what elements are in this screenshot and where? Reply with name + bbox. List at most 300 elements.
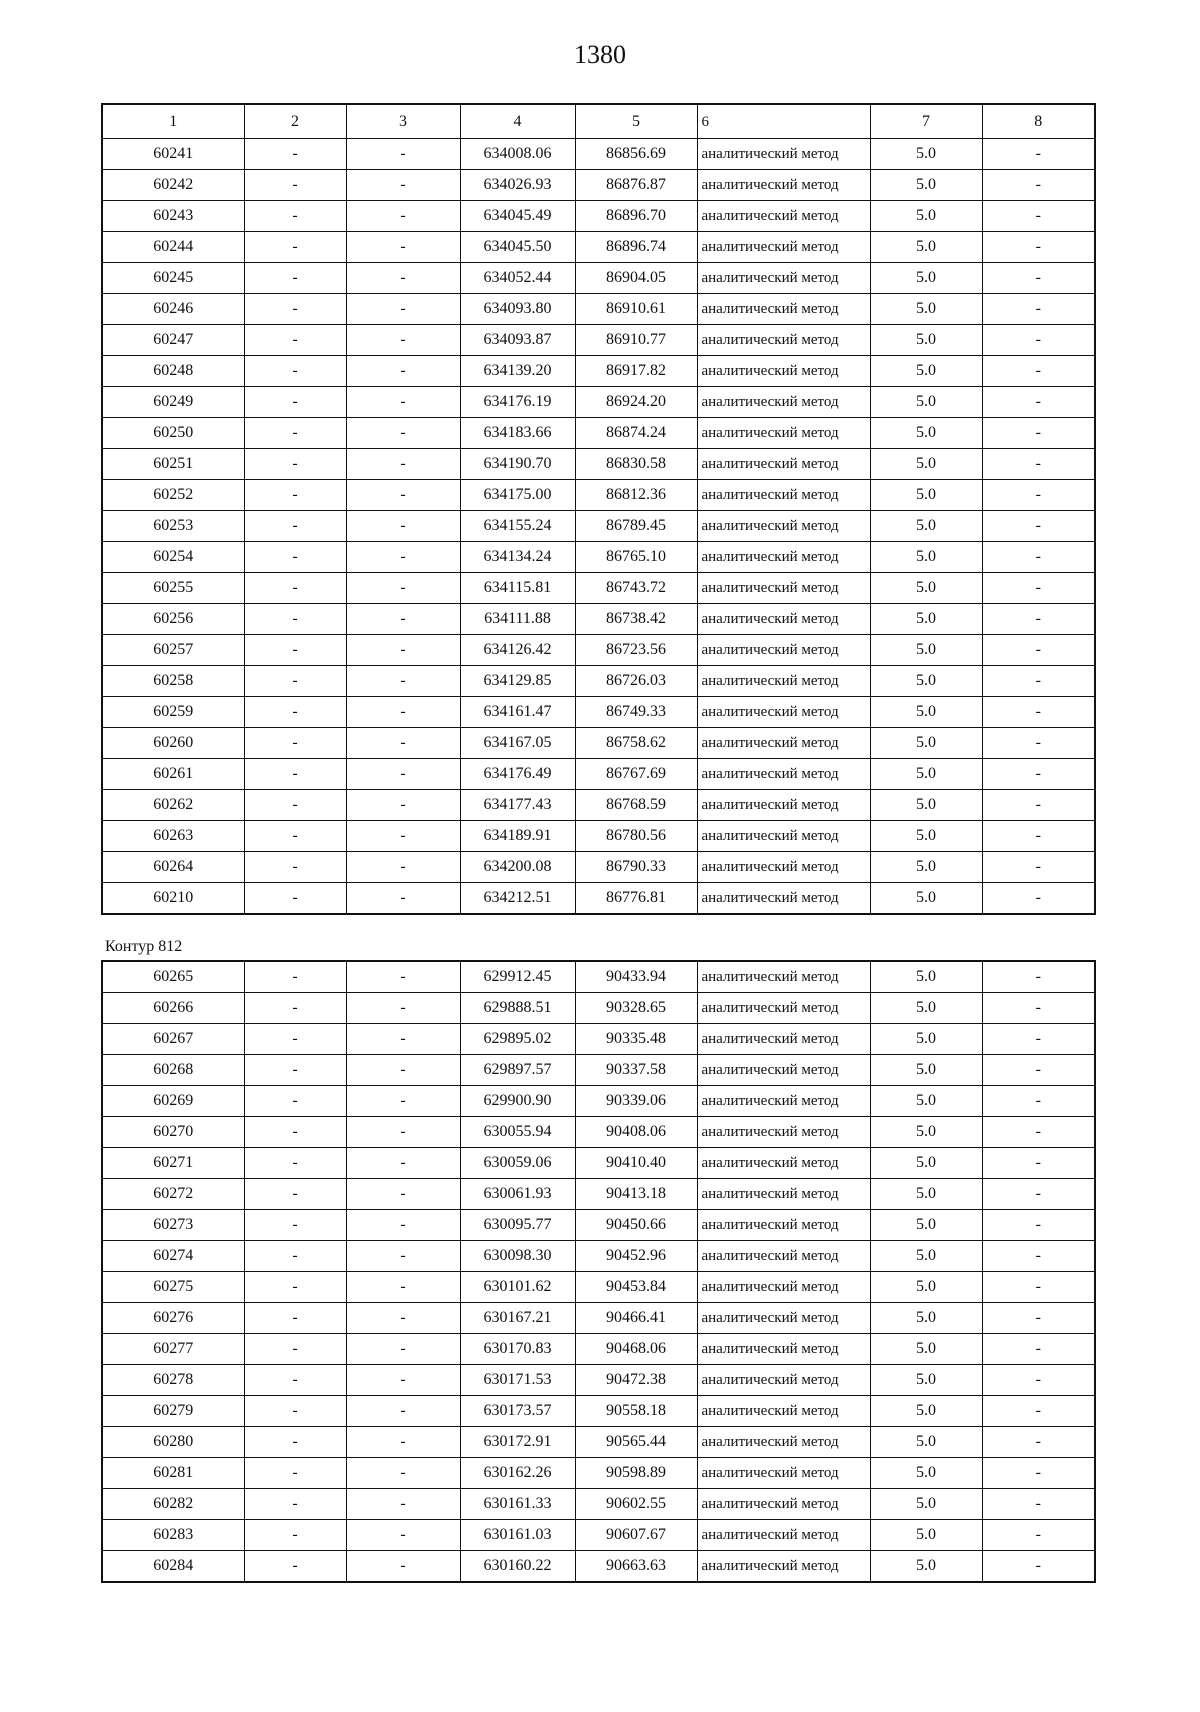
cell-col-8: - <box>982 1520 1095 1551</box>
cell-col-6: аналитический метод <box>697 1210 870 1241</box>
cell-col-2: - <box>244 1334 346 1365</box>
cell-col-3: - <box>346 1148 460 1179</box>
cell-col-8: - <box>982 1303 1095 1334</box>
table-row <box>102 480 1095 511</box>
table-row <box>102 294 1095 325</box>
cell-col-5: 86896.74 <box>575 232 697 263</box>
cell-col-6: аналитический метод <box>697 480 870 511</box>
cell-col-6: аналитический метод <box>697 449 870 480</box>
cell-col-8: - <box>982 1117 1095 1148</box>
cell-col-2: - <box>244 1458 346 1489</box>
cell-col-2: - <box>244 325 346 356</box>
cell-col-3: - <box>346 1241 460 1272</box>
cell-col-2: - <box>244 1179 346 1210</box>
cell-col-2: - <box>244 993 346 1024</box>
cell-col-8: - <box>982 1396 1095 1427</box>
cell-col-5: 86723.56 <box>575 635 697 666</box>
cell-col-5: 86758.62 <box>575 728 697 759</box>
cell-col-2: - <box>244 542 346 573</box>
cell-col-7: 7 <box>870 104 982 139</box>
cell-col-3: - <box>346 821 460 852</box>
cell-col-6: аналитический метод <box>697 1024 870 1055</box>
coordinates-table-2 <box>101 960 1096 1583</box>
cell-col-1: 60282 <box>102 1489 244 1520</box>
cell-col-5: 86790.33 <box>575 852 697 883</box>
cell-col-6: аналитический метод <box>697 993 870 1024</box>
cell-col-6: аналитический метод <box>697 1551 870 1583</box>
cell-col-7: 5.0 <box>870 1396 982 1427</box>
cell-col-6: аналитический метод <box>697 418 870 449</box>
cell-col-8: - <box>982 993 1095 1024</box>
cell-col-7: 5.0 <box>870 1489 982 1520</box>
cell-col-3: - <box>346 993 460 1024</box>
cell-col-8: - <box>982 1024 1095 1055</box>
cell-col-6: аналитический метод <box>697 387 870 418</box>
cell-col-4: 630171.53 <box>460 1365 575 1396</box>
cell-col-8: - <box>982 1365 1095 1396</box>
cell-col-3: - <box>346 604 460 635</box>
cell-col-1: 60270 <box>102 1117 244 1148</box>
cell-col-4: 634189.91 <box>460 821 575 852</box>
cell-col-6: аналитический метод <box>697 1303 870 1334</box>
cell-col-5: 90598.89 <box>575 1458 697 1489</box>
cell-col-7: 5.0 <box>870 480 982 511</box>
cell-col-1: 60251 <box>102 449 244 480</box>
table-row <box>102 511 1095 542</box>
cell-col-5: 86768.59 <box>575 790 697 821</box>
cell-col-2: - <box>244 449 346 480</box>
cell-col-2: - <box>244 961 346 993</box>
cell-col-8: - <box>982 1241 1095 1272</box>
cell-col-4: 630161.03 <box>460 1520 575 1551</box>
cell-col-2: - <box>244 1055 346 1086</box>
cell-col-3: - <box>346 728 460 759</box>
cell-col-1: 60250 <box>102 418 244 449</box>
cell-col-4: 629912.45 <box>460 961 575 993</box>
cell-col-1: 60245 <box>102 263 244 294</box>
cell-col-4: 630098.30 <box>460 1241 575 1272</box>
cell-col-8: - <box>982 1489 1095 1520</box>
cell-col-3: - <box>346 1489 460 1520</box>
cell-col-2: - <box>244 1303 346 1334</box>
cell-col-5: 90472.38 <box>575 1365 697 1396</box>
cell-col-8: - <box>982 232 1095 263</box>
cell-col-3: - <box>346 883 460 915</box>
cell-col-5: 90410.40 <box>575 1148 697 1179</box>
cell-col-5: 86896.70 <box>575 201 697 232</box>
cell-col-3: - <box>346 170 460 201</box>
cell-col-1: 60253 <box>102 511 244 542</box>
cell-col-2: - <box>244 1117 346 1148</box>
cell-col-7: 5.0 <box>870 1024 982 1055</box>
cell-col-1: 60241 <box>102 139 244 170</box>
cell-col-2: - <box>244 232 346 263</box>
cell-col-7: 5.0 <box>870 232 982 263</box>
cell-col-6: аналитический метод <box>697 666 870 697</box>
cell-col-2: - <box>244 356 346 387</box>
cell-col-3: - <box>346 294 460 325</box>
cell-col-4: 629900.90 <box>460 1086 575 1117</box>
cell-col-2: - <box>244 170 346 201</box>
cell-col-6: аналитический метод <box>697 728 870 759</box>
cell-col-6: аналитический метод <box>697 1334 870 1365</box>
table-row <box>102 759 1095 790</box>
cell-col-6: аналитический метод <box>697 232 870 263</box>
cell-col-2: - <box>244 387 346 418</box>
table-row <box>102 573 1095 604</box>
cell-col-7: 5.0 <box>870 263 982 294</box>
cell-col-8: - <box>982 1148 1095 1179</box>
cell-col-7: 5.0 <box>870 1303 982 1334</box>
cell-col-8: - <box>982 852 1095 883</box>
cell-col-1: 60263 <box>102 821 244 852</box>
cell-col-8: - <box>982 294 1095 325</box>
cell-col-4: 634111.88 <box>460 604 575 635</box>
cell-col-4: 634175.00 <box>460 480 575 511</box>
table-header-row <box>102 104 1095 139</box>
cell-col-1: 60260 <box>102 728 244 759</box>
cell-col-8: - <box>982 961 1095 993</box>
table-row <box>102 1086 1095 1117</box>
cell-col-4: 634212.51 <box>460 883 575 915</box>
cell-col-4: 634008.06 <box>460 139 575 170</box>
cell-col-3: - <box>346 139 460 170</box>
cell-col-2: - <box>244 1520 346 1551</box>
cell-col-5: 90468.06 <box>575 1334 697 1365</box>
cell-col-5: 86917.82 <box>575 356 697 387</box>
cell-col-3: - <box>346 418 460 449</box>
cell-col-1: 60264 <box>102 852 244 883</box>
cell-col-1: 60276 <box>102 1303 244 1334</box>
cell-col-4: 634139.20 <box>460 356 575 387</box>
cell-col-5: 86789.45 <box>575 511 697 542</box>
table-row <box>102 418 1095 449</box>
cell-col-1: 60259 <box>102 697 244 728</box>
cell-col-6: аналитический метод <box>697 821 870 852</box>
cell-col-3: - <box>346 1210 460 1241</box>
cell-col-4: 634200.08 <box>460 852 575 883</box>
cell-col-4: 634155.24 <box>460 511 575 542</box>
cell-col-6: аналитический метод <box>697 604 870 635</box>
cell-col-7: 5.0 <box>870 201 982 232</box>
cell-col-5: 90433.94 <box>575 961 697 993</box>
table-row <box>102 1365 1095 1396</box>
cell-col-5: 90413.18 <box>575 1179 697 1210</box>
table-row <box>102 263 1095 294</box>
cell-col-5: 90328.65 <box>575 993 697 1024</box>
cell-col-5: 90565.44 <box>575 1427 697 1458</box>
cell-col-8: - <box>982 1179 1095 1210</box>
cell-col-5: 90453.84 <box>575 1272 697 1303</box>
cell-col-4: 630101.62 <box>460 1272 575 1303</box>
table-row <box>102 1148 1095 1179</box>
cell-col-4: 634177.43 <box>460 790 575 821</box>
cell-col-7: 5.0 <box>870 1551 982 1583</box>
table-row <box>102 1024 1095 1055</box>
cell-col-7: 5.0 <box>870 325 982 356</box>
cell-col-5: 90335.48 <box>575 1024 697 1055</box>
cell-col-7: 5.0 <box>870 1148 982 1179</box>
cell-col-4: 634176.49 <box>460 759 575 790</box>
cell-col-4: 634183.66 <box>460 418 575 449</box>
cell-col-5: 86749.33 <box>575 697 697 728</box>
cell-col-5: 86743.72 <box>575 573 697 604</box>
cell-col-7: 5.0 <box>870 1365 982 1396</box>
cell-col-2: - <box>244 201 346 232</box>
cell-col-6: аналитический метод <box>697 511 870 542</box>
cell-col-4: 634176.19 <box>460 387 575 418</box>
table-row <box>102 1551 1095 1583</box>
cell-col-2: - <box>244 294 346 325</box>
cell-col-1: 60255 <box>102 573 244 604</box>
cell-col-1: 60269 <box>102 1086 244 1117</box>
cell-col-7: 5.0 <box>870 139 982 170</box>
table-row <box>102 666 1095 697</box>
table-row <box>102 449 1095 480</box>
cell-col-7: 5.0 <box>870 993 982 1024</box>
cell-col-7: 5.0 <box>870 635 982 666</box>
cell-col-2: - <box>244 666 346 697</box>
cell-col-8: - <box>982 1458 1095 1489</box>
table-row <box>102 232 1095 263</box>
cell-col-4: 630059.06 <box>460 1148 575 1179</box>
cell-col-8: - <box>982 1334 1095 1365</box>
cell-col-7: 5.0 <box>870 511 982 542</box>
cell-col-2: 2 <box>244 104 346 139</box>
cell-col-7: 5.0 <box>870 883 982 915</box>
coordinates-table-1 <box>101 103 1096 915</box>
cell-col-8: - <box>982 666 1095 697</box>
cell-col-3: - <box>346 1303 460 1334</box>
cell-col-1: 60271 <box>102 1148 244 1179</box>
cell-col-2: - <box>244 1551 346 1583</box>
cell-col-8: - <box>982 170 1095 201</box>
table-row <box>102 993 1095 1024</box>
table-row <box>102 1117 1095 1148</box>
cell-col-7: 5.0 <box>870 821 982 852</box>
cell-col-3: - <box>346 387 460 418</box>
cell-col-6: аналитический метод <box>697 263 870 294</box>
cell-col-1: 60267 <box>102 1024 244 1055</box>
cell-col-7: 5.0 <box>870 294 982 325</box>
cell-col-8: - <box>982 387 1095 418</box>
cell-col-8: - <box>982 449 1095 480</box>
cell-col-8: - <box>982 697 1095 728</box>
cell-col-6: аналитический метод <box>697 1055 870 1086</box>
cell-col-4: 634190.70 <box>460 449 575 480</box>
cell-col-4: 634093.80 <box>460 294 575 325</box>
cell-col-3: - <box>346 1055 460 1086</box>
cell-col-6: аналитический метод <box>697 542 870 573</box>
cell-col-6: аналитический метод <box>697 1365 870 1396</box>
cell-col-4: 629895.02 <box>460 1024 575 1055</box>
cell-col-8: - <box>982 139 1095 170</box>
cell-col-6: аналитический метод <box>697 139 870 170</box>
cell-col-7: 5.0 <box>870 387 982 418</box>
cell-col-5: 86812.36 <box>575 480 697 511</box>
cell-col-7: 5.0 <box>870 1086 982 1117</box>
cell-col-4: 634052.44 <box>460 263 575 294</box>
table-row <box>102 1303 1095 1334</box>
cell-col-8: - <box>982 201 1095 232</box>
cell-col-8: - <box>982 480 1095 511</box>
cell-col-1: 60247 <box>102 325 244 356</box>
cell-col-6: аналитический метод <box>697 1520 870 1551</box>
table-row <box>102 852 1095 883</box>
cell-col-8: - <box>982 418 1095 449</box>
table-row <box>102 790 1095 821</box>
cell-col-6: аналитический метод <box>697 635 870 666</box>
cell-col-1: 60249 <box>102 387 244 418</box>
cell-col-3: - <box>346 480 460 511</box>
cell-col-5: 86856.69 <box>575 139 697 170</box>
cell-col-3: - <box>346 1086 460 1117</box>
cell-col-1: 60254 <box>102 542 244 573</box>
cell-col-2: - <box>244 728 346 759</box>
cell-col-6: аналитический метод <box>697 1489 870 1520</box>
cell-col-3: - <box>346 325 460 356</box>
cell-col-8: - <box>982 1551 1095 1583</box>
cell-col-3: - <box>346 1117 460 1148</box>
cell-col-2: - <box>244 759 346 790</box>
table-row <box>102 1179 1095 1210</box>
cell-col-4: 634115.81 <box>460 573 575 604</box>
cell-col-1: 60273 <box>102 1210 244 1241</box>
cell-col-7: 5.0 <box>870 666 982 697</box>
cell-col-6: аналитический метод <box>697 790 870 821</box>
cell-col-7: 5.0 <box>870 728 982 759</box>
table-row <box>102 961 1095 993</box>
cell-col-1: 60243 <box>102 201 244 232</box>
cell-col-6: аналитический метод <box>697 1117 870 1148</box>
cell-col-2: - <box>244 139 346 170</box>
cell-col-1: 60246 <box>102 294 244 325</box>
cell-col-4: 630161.33 <box>460 1489 575 1520</box>
cell-col-7: 5.0 <box>870 418 982 449</box>
cell-col-4: 634126.42 <box>460 635 575 666</box>
table-row <box>102 201 1095 232</box>
cell-col-5: 86830.58 <box>575 449 697 480</box>
table-row <box>102 1458 1095 1489</box>
cell-col-5: 90452.96 <box>575 1241 697 1272</box>
cell-col-5: 90339.06 <box>575 1086 697 1117</box>
cell-col-7: 5.0 <box>870 1055 982 1086</box>
cell-col-1: 60279 <box>102 1396 244 1427</box>
table-row <box>102 387 1095 418</box>
table-row <box>102 1272 1095 1303</box>
table-row <box>102 821 1095 852</box>
cell-col-5: 86924.20 <box>575 387 697 418</box>
table-row <box>102 170 1095 201</box>
cell-col-4: 630095.77 <box>460 1210 575 1241</box>
cell-col-1: 60283 <box>102 1520 244 1551</box>
cell-col-1: 60284 <box>102 1551 244 1583</box>
cell-col-1: 60272 <box>102 1179 244 1210</box>
cell-col-8: - <box>982 1055 1095 1086</box>
cell-col-3: - <box>346 232 460 263</box>
cell-col-6: аналитический метод <box>697 1148 870 1179</box>
cell-col-5: 90450.66 <box>575 1210 697 1241</box>
cell-col-4: 634026.93 <box>460 170 575 201</box>
table-row <box>102 883 1095 915</box>
cell-col-6: аналитический метод <box>697 883 870 915</box>
cell-col-7: 5.0 <box>870 1241 982 1272</box>
cell-col-8: - <box>982 325 1095 356</box>
cell-col-8: - <box>982 1210 1095 1241</box>
cell-col-1: 60265 <box>102 961 244 993</box>
cell-col-2: - <box>244 1396 346 1427</box>
cell-col-1: 60266 <box>102 993 244 1024</box>
cell-col-3: - <box>346 542 460 573</box>
cell-col-4: 634045.50 <box>460 232 575 263</box>
cell-col-6: аналитический метод <box>697 697 870 728</box>
cell-col-2: - <box>244 418 346 449</box>
cell-col-4: 4 <box>460 104 575 139</box>
cell-col-1: 60275 <box>102 1272 244 1303</box>
cell-col-8: - <box>982 263 1095 294</box>
cell-col-2: - <box>244 1148 346 1179</box>
cell-col-6: аналитический метод <box>697 1241 870 1272</box>
cell-col-4: 634129.85 <box>460 666 575 697</box>
cell-col-6: аналитический метод <box>697 294 870 325</box>
cell-col-6: аналитический метод <box>697 356 870 387</box>
cell-col-2: - <box>244 263 346 294</box>
cell-col-5: 86726.03 <box>575 666 697 697</box>
cell-col-3: - <box>346 449 460 480</box>
cell-col-5: 86874.24 <box>575 418 697 449</box>
cell-col-5: 90337.58 <box>575 1055 697 1086</box>
cell-col-2: - <box>244 1210 346 1241</box>
table-row <box>102 1489 1095 1520</box>
cell-col-8: - <box>982 1086 1095 1117</box>
cell-col-8: - <box>982 790 1095 821</box>
table-row <box>102 728 1095 759</box>
cell-col-6: аналитический метод <box>697 1427 870 1458</box>
cell-col-6: аналитический метод <box>697 961 870 993</box>
cell-col-1: 60278 <box>102 1365 244 1396</box>
table-row <box>102 604 1095 635</box>
cell-col-7: 5.0 <box>870 170 982 201</box>
table-row <box>102 139 1095 170</box>
cell-col-2: - <box>244 1489 346 1520</box>
cell-col-7: 5.0 <box>870 1458 982 1489</box>
cell-col-2: - <box>244 480 346 511</box>
cell-col-4: 629888.51 <box>460 993 575 1024</box>
cell-col-3: - <box>346 201 460 232</box>
cell-col-5: 86910.77 <box>575 325 697 356</box>
cell-col-7: 5.0 <box>870 1334 982 1365</box>
cell-col-7: 5.0 <box>870 697 982 728</box>
cell-col-3: - <box>346 1458 460 1489</box>
cell-col-1: 60242 <box>102 170 244 201</box>
cell-col-4: 634167.05 <box>460 728 575 759</box>
cell-col-6: аналитический метод <box>697 852 870 883</box>
cell-col-6: аналитический метод <box>697 1396 870 1427</box>
cell-col-4: 630170.83 <box>460 1334 575 1365</box>
table-row <box>102 356 1095 387</box>
cell-col-2: - <box>244 573 346 604</box>
cell-col-5: 86738.42 <box>575 604 697 635</box>
cell-col-4: 630173.57 <box>460 1396 575 1427</box>
cell-col-3: - <box>346 759 460 790</box>
cell-col-6: аналитический метод <box>697 201 870 232</box>
cell-col-2: - <box>244 852 346 883</box>
table-row <box>102 1210 1095 1241</box>
cell-col-7: 5.0 <box>870 449 982 480</box>
cell-col-7: 5.0 <box>870 961 982 993</box>
cell-col-1: 60256 <box>102 604 244 635</box>
cell-col-1: 60281 <box>102 1458 244 1489</box>
